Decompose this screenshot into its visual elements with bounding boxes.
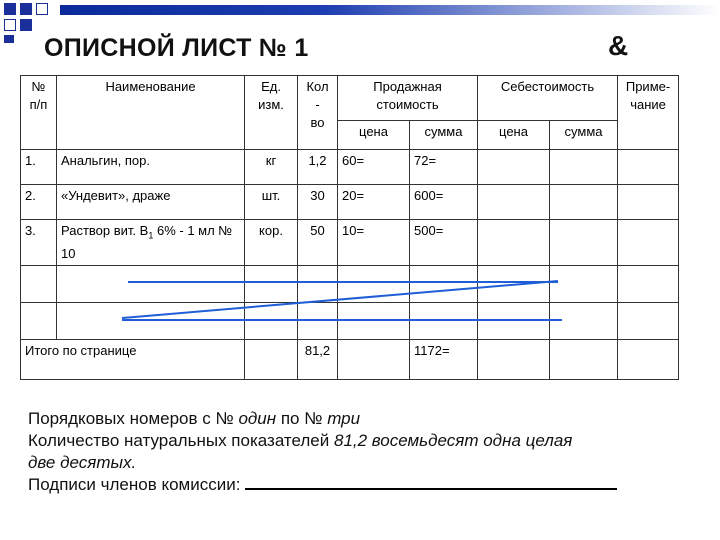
header-cost-sum: сумма xyxy=(550,121,618,150)
empty-row xyxy=(21,266,679,303)
footer-notes xyxy=(28,408,617,496)
header-note: Приме-чание xyxy=(618,76,679,150)
ampersand-mark: & xyxy=(608,30,629,61)
header-name: Наименование xyxy=(57,76,245,150)
footer-line-3: две десятых. xyxy=(28,453,137,472)
footer-line-4: Подписи членов комиссии: xyxy=(28,474,617,496)
table-row: 3. Раствор вит. $В_1$ 6% - 1 мл № 10 кор. 50 10= 500= xyxy=(21,220,679,266)
item-name-cell: Раствор вит. $В_1$ 6% - 1 мл № 10 xyxy=(57,220,245,266)
header-cost: Себестоимость xyxy=(478,76,618,121)
total-sum: 1172= xyxy=(410,340,478,380)
header-cost-price: цена xyxy=(478,121,550,150)
table-row: 2. «Ундевит», драже шт. 30 20= 600= xyxy=(21,185,679,220)
title-bar-accent xyxy=(60,5,720,15)
total-label: Итого по странице xyxy=(21,340,245,380)
header-price: цена xyxy=(338,121,410,150)
header-sum: сумма xyxy=(410,121,478,150)
header-num: № п/п xyxy=(21,76,57,150)
table-row: 1. Анальгин, пор. кг 1,2 60= 72= xyxy=(21,150,679,185)
total-row xyxy=(21,340,679,380)
header-row xyxy=(21,76,679,121)
header-qty: Кол - во xyxy=(298,76,338,150)
total-qty: 81,2 xyxy=(298,340,338,380)
header-sale: Продажная стоимость xyxy=(338,76,478,121)
empty-row xyxy=(21,303,679,340)
inventory-table xyxy=(20,75,679,380)
header-unit: Ед. изм. xyxy=(245,76,298,150)
footer-line-2: Количество натуральных показателей 81,2 восемьдесят одна целая xyxy=(28,431,573,450)
page-title: ОПИСНОЙ ЛИСТ № 1 xyxy=(44,34,309,62)
signature-line xyxy=(245,474,617,490)
footer-line-1: Порядковых номеров с № один по № три xyxy=(28,409,361,428)
